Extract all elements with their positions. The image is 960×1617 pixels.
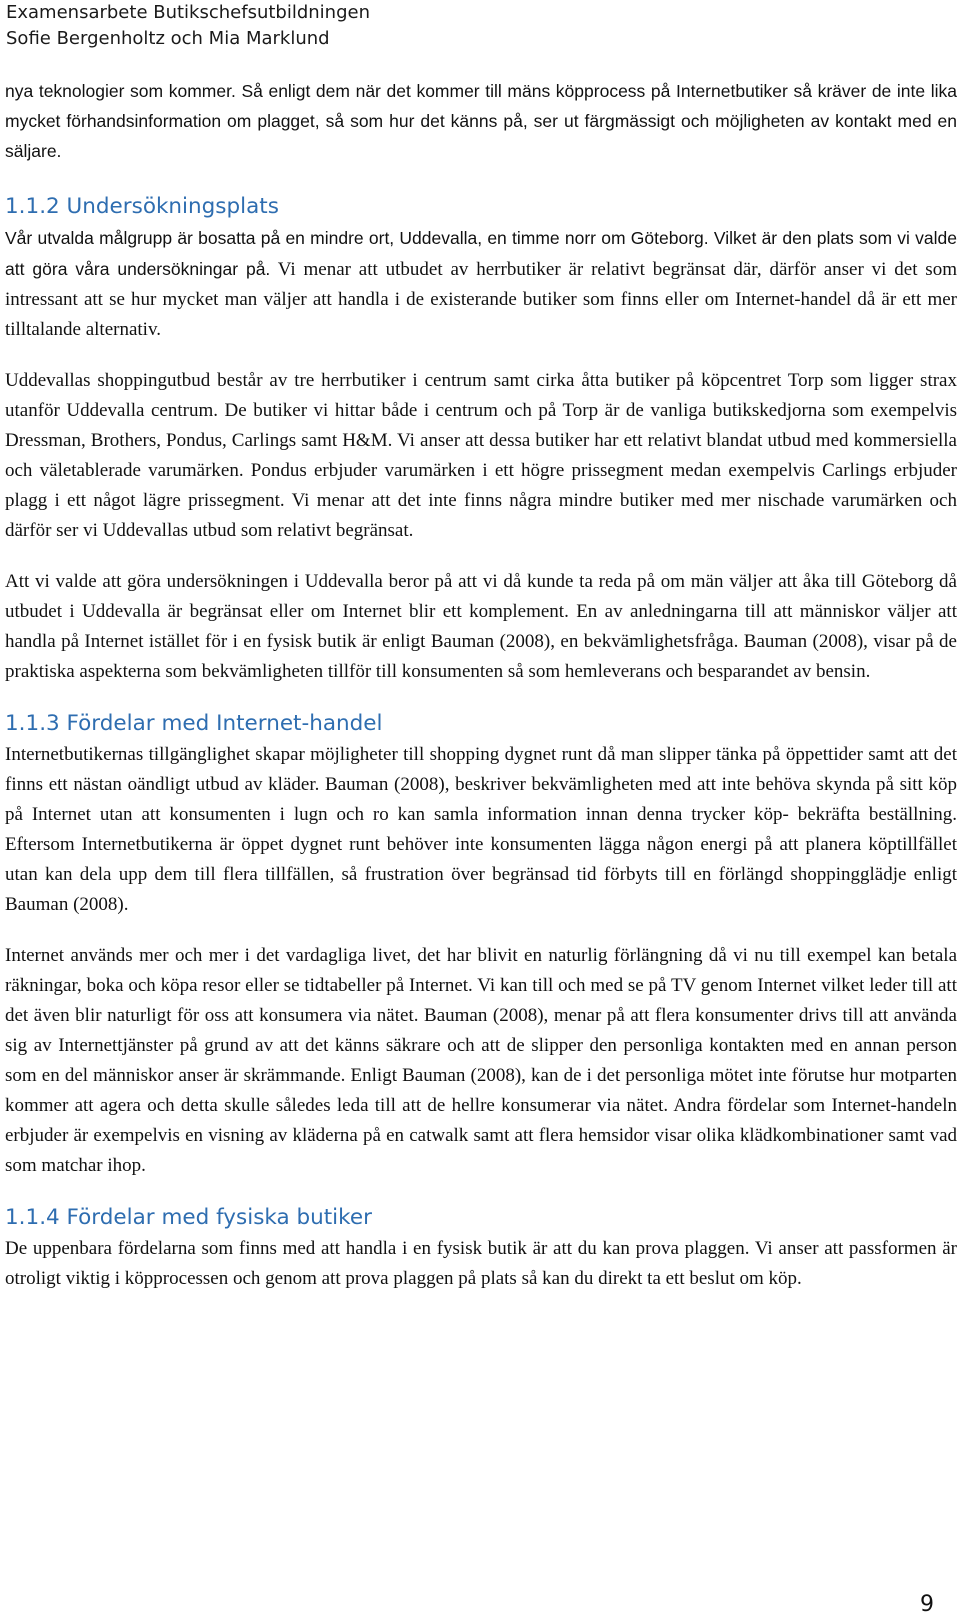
header-authors: Sofie Bergenholtz och Mia Marklund — [6, 28, 330, 49]
header-thesis-title: Examensarbete Butikschefsutbildningen — [6, 2, 370, 23]
document-body — [5, 76, 957, 1294]
page-number: 9 — [920, 1592, 934, 1617]
page-header — [6, 0, 370, 52]
section-heading-undersokningsplats: 1.1.2 Undersökningsplats — [5, 194, 279, 219]
paragraph-fysisk-butik: De uppenbara fördelarna som finns med att handla i en fysisk butik är att du kan prova plaggen. Vi anser att passformen är otroligt viktig i köpprocessen och genom att prova plaggen på plats så kan du direkt ta ett beslut om köp. — [5, 1238, 957, 1289]
paragraph-tillganglighet: Internetbutikernas tillgänglighet skapar möjligheter till shopping dygnet runt då man slipper tänka på öppettider samt att det finns ett nästan oändligt utbud av kläder. Bauman (2008), beskriver bekvämligheten med att inte behöva skynda på sitt köp på Internet utan att konsumenten i lugn och ro kan samla information innan denna trycker köp- bekräfta beställning. Eftersom Internetbutikerna är öppet dygnet runt behöver inte konsumenten lägga någon energi på att planera köptillfället utan kan dela upp dem till flera tillfällen, så frustration över begränsad tid förbyts till en förlängd shoppingglädje enligt Bauman (2008). — [5, 744, 957, 915]
paragraph-malgrupp — [5, 223, 957, 345]
section-heading-fysiska-butiker: 1.1.4 Fördelar med fysiska butiker — [5, 1205, 372, 1230]
paragraph-internet-vardag: Internet används mer och mer i det vardagliga livet, det har blivit en naturlig förlängning då vi nu till exempel kan betala räkningar, boka och köpa resor eller se tidtabeller på Internet. Vi kan till och med se på TV genom Internet vilket leder till att det även blir naturligt för oss att konsumera via nätet. Bauman (2008), menar på att flera konsumenter drivs till att använda sig av Internettjänster på grund av att det känns säkrare och att de slipper den personliga kontakten med en annan person som en del människor anser är skrämmande. Enligt Bauman (2008), kan de i det personliga mötet inte förutse hur motparten kommer att agera och detta skulle således leda till att de hellre konsumerar via nätet. Andra fördelar som Internet-handeln erbjuder är exempelvis en visning av kläderna på en catwalk samt att flera hemsidor visar olika klädkombinationer samt vad som matchar ihop. — [5, 945, 957, 1176]
paragraph-malgrupp-sans-part: Vår utvalda målgrupp är bosatta på en mindre ort, Uddevalla, en timme norr om Göteborg. Vilket är den plats som vi valde att göra våra undersökningar på. — [5, 228, 957, 279]
paragraph-shoppingutbud: Uddevallas shoppingutbud består av tre herrbutiker i centrum samt cirka åtta butiker på köpcentret Torp som ligger strax utanför Uddevalla centrum. De butiker vi hittar både i centrum och på Torp är de vanliga butikskedjorna som exempelvis Dressman, Brothers, Pondus, Carlings samt H&M. Vi anser att dessa butiker har ett relativt blandat utbud med kommersiella och väletablerade varumärken. Pondus erbjuder varumärken i ett högre prissegment medan exempelvis Carlings erbjuder plagg i ett något lägre prissegment. Vi menar att det inte finns några mindre butiker med mer nischade varumärken och därför ser vi Uddevallas utbud som relativt begränsat. — [5, 370, 957, 541]
paragraph-uddevalla-reason: Att vi valde att göra undersökningen i Uddevalla beror på att vi då kunde ta reda på om män väljer att åka till Göteborg då utbudet i Uddevalla är begränsat eller om Internet blir ett komplement. En av anledningarna till att människor väljer att handla på Internet istället för i en fysisk butik är enligt Bauman (2008), en bekvämlighetsfråga. Bauman (2008), visar på de praktiska aspekterna som bekvämligheten tillför till konsumenten så som hemleverans och besparandet av bensin. — [5, 571, 957, 682]
intro-paragraph: nya teknologier som kommer. Så enligt dem när det kommer till mäns köpprocess på Internetbutiker så kräver de inte lika mycket förhandsinformation om plagget, så som hur det känns på, ser ut färgmässigt och möjligheten av kontakt med en säljare. — [5, 81, 957, 161]
section-heading-internet-handel: 1.1.3 Fördelar med Internet-handel — [5, 711, 383, 736]
paragraph-malgrupp-serif-part: Vi menar att utbudet av herrbutiker är relativt begränsat där, därför anser vi det som intressant att se hur mycket man väljer att handla i de existerande butiker som finns eller om Internet-handel då är ett mer tilltalande alternativ. — [5, 259, 957, 340]
